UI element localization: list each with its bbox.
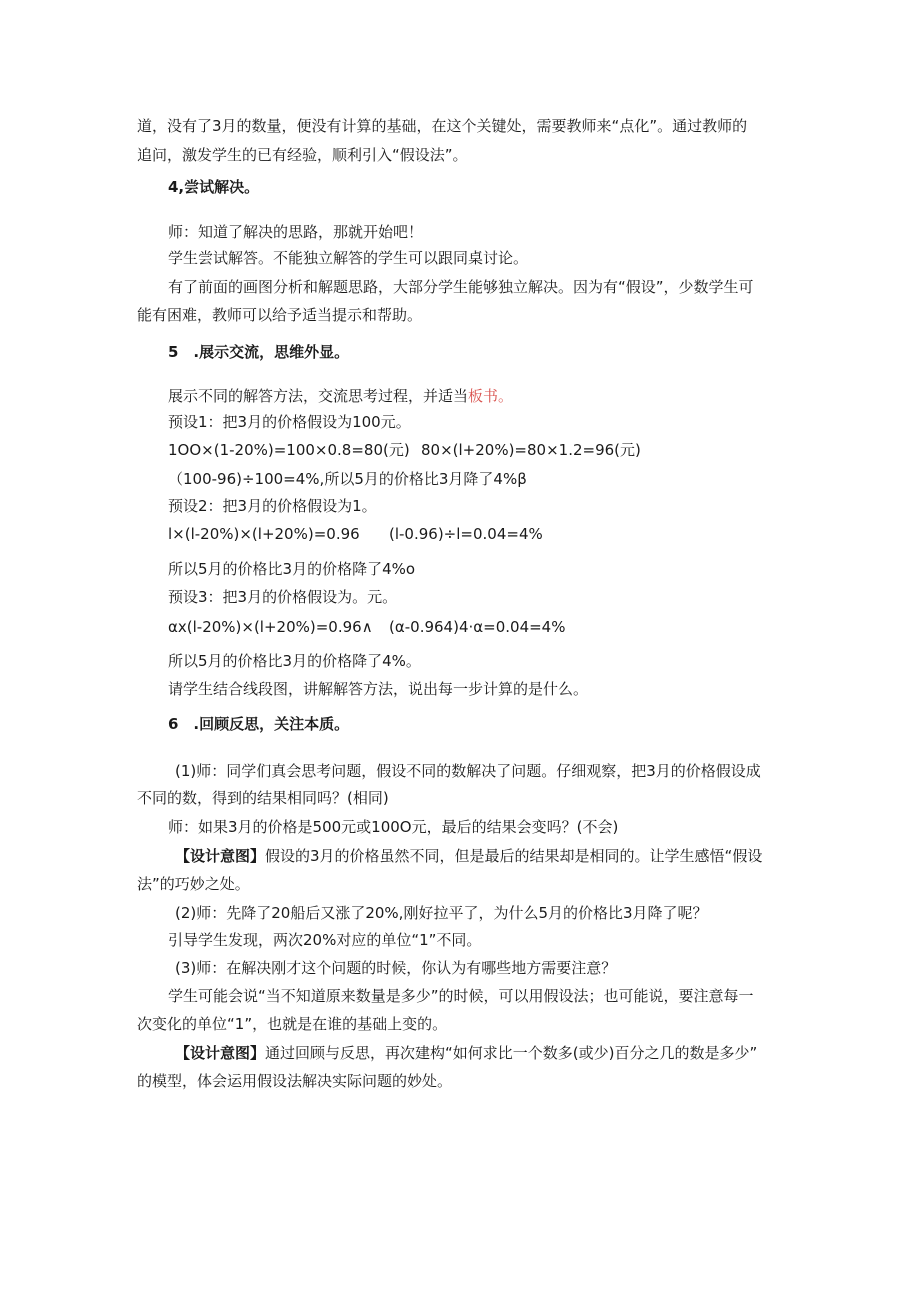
preset-2: 预设2：把3月的价格假设为1。 — [168, 497, 377, 515]
equation-3a: αx(l-20%)×(l+20%)=0.96∧ — [168, 618, 373, 636]
question-3b: 次变化的单位“1”，也就是在谁的基础上变的。 — [137, 1015, 448, 1033]
result-2: 所以5月的价格比3月的价格降了4%o — [168, 560, 416, 578]
section-5-heading: 5 .展示交流，思维外显。 — [168, 343, 350, 361]
section-4-paragraph-2: 学生尝试解答。不能独立解答的学生可以跟同桌讨论。 — [168, 249, 529, 267]
equation-1a: 1OO×(1-20%)=100×0.8=80(元) — [168, 441, 410, 459]
equation-2a: l×(l-20%)×(l+20%)=0.96 — [168, 525, 360, 543]
section-4-paragraph-1: 师：知道了解决的思路，那就开始吧！ — [168, 223, 424, 241]
design-intent-tag: 【设计意图】 — [175, 1044, 266, 1062]
section-4-paragraph-3a: 有了前面的画图分析和解题思路，大部分学生能够独立解决。因为有“假设”，少数学生可 — [168, 278, 754, 296]
result-3: 所以5月的价格比3月的价格降了4%。 — [168, 652, 421, 670]
question-1c: 师：如果3月的价格是500元或100O元，最后的结果会变吗？(不会) — [168, 818, 619, 836]
intro-line-2: 追问，激发学生的已有经验，顺利引入“假设法”。 — [137, 146, 468, 164]
design-intent-2b: 的模型，体会运用假设法解决实际问题的妙处。 — [137, 1072, 453, 1090]
design-intent-1a — [175, 846, 762, 866]
equation-2b: (l-0.96)÷l=0.04=4% — [389, 525, 543, 543]
section-6-heading: 6 .回顾反思，关注本质。 — [168, 715, 350, 733]
section-5-text: 展示不同的解答方法，交流思考过程，并适当 — [168, 387, 469, 405]
blackboard-highlight: 板书。 — [468, 387, 514, 405]
section-4-heading: 4,尝试解决。 — [168, 178, 260, 196]
question-1a: (1)师：同学们真会思考问题，假设不同的数解决了问题。仔细观察，把3月的价格假设成 — [175, 762, 761, 780]
preset-1: 预设1：把3月的价格假设为100元。 — [168, 413, 411, 431]
question-3: (3)师：在解决刚才这个问题的时候，你认为有哪些地方需要注意？ — [175, 959, 617, 977]
section-4-paragraph-3b: 能有困难，教师可以给予适当提示和帮助。 — [137, 306, 423, 324]
section-5-ask: 请学生结合线段图，讲解解答方法，说出每一步计算的是什么。 — [168, 680, 589, 698]
preset-3: 预设3：把3月的价格假设为。元。 — [168, 588, 398, 606]
design-intent-2a — [175, 1043, 757, 1063]
section-5-paragraph-1 — [168, 386, 513, 406]
design-intent-1b: 法”的巧妙之处。 — [137, 875, 250, 893]
equation-3b: (α-0.964)4·α=0.04=4% — [389, 618, 566, 636]
question-2: (2)师：先降了20船后又涨了20%,刚好拉平了，为什么5月的价格比3月降了呢？ — [175, 904, 708, 922]
equation-1b: 80×(l+20%)=80×1.2=96(元) — [421, 441, 641, 459]
design-intent-text: 假设的3月的价格虽然不同，但是最后的结果却是相同的。让学生感悟“假设 — [265, 847, 763, 865]
question-2-guide: 引导学生发现，两次20%对应的单位“1”不同。 — [168, 931, 482, 949]
equation-1c: （100-96)÷100=4%,所以5月的价格比3月降了4%β — [168, 470, 527, 488]
design-intent-text: 通过回顾与反思，再次建构“如何求比一个数多(或少)百分之几的数是多少” — [265, 1044, 758, 1062]
question-1b: 不同的数，得到的结果相同吗？(相同) — [137, 789, 389, 807]
question-3a: 学生可能会说“当不知道原来数量是多少”的时候，可以用假设法；也可能说，要注意每一 — [168, 987, 754, 1005]
design-intent-tag: 【设计意图】 — [175, 847, 266, 865]
intro-line-1: 道，没有了3月的数量，便没有计算的基础，在这个关键处，需要教师来“点化”。通过教师的 — [137, 117, 748, 135]
